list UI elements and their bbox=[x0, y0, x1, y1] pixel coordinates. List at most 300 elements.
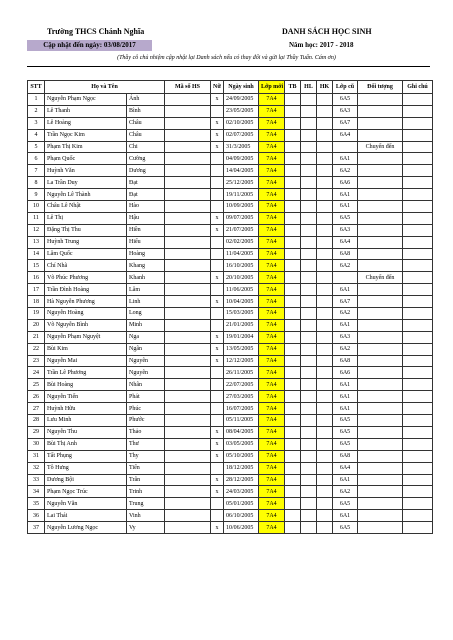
cell-hl bbox=[301, 296, 317, 308]
table-row bbox=[28, 415, 433, 427]
cell-tb bbox=[285, 105, 301, 117]
cell-student-id bbox=[165, 201, 211, 213]
cell-birth-date: 25/12/2005 bbox=[224, 177, 259, 189]
cell-stt: 27 bbox=[28, 403, 45, 415]
cell-female bbox=[211, 201, 224, 213]
cell-new-class: 7A4 bbox=[259, 462, 285, 474]
cell-student-id bbox=[165, 177, 211, 189]
cell-stt: 7 bbox=[28, 165, 45, 177]
cell-surname: Nguyễn Phạm Ngọc bbox=[45, 94, 127, 106]
cell-surname: Dương Bội bbox=[45, 474, 127, 486]
cell-female bbox=[211, 367, 224, 379]
cell-student-id bbox=[165, 510, 211, 522]
table-row bbox=[28, 260, 433, 272]
cell-student-id bbox=[165, 105, 211, 117]
cell-birth-date: 11/06/2005 bbox=[224, 284, 259, 296]
cell-surname: Chí Nhã bbox=[45, 260, 127, 272]
cell-hk bbox=[317, 129, 333, 141]
table-row bbox=[28, 522, 433, 534]
cell-birth-date: 13/05/2005 bbox=[224, 343, 259, 355]
cell-hl bbox=[301, 438, 317, 450]
cell-student-id bbox=[165, 343, 211, 355]
header-row bbox=[28, 81, 433, 94]
cell-new-class: 7A4 bbox=[259, 415, 285, 427]
cell-new-class: 7A4 bbox=[259, 355, 285, 367]
col-female: Nữ bbox=[211, 81, 224, 94]
cell-category bbox=[358, 212, 403, 224]
cell-notes bbox=[403, 343, 433, 355]
cell-given-name: Ánh bbox=[127, 94, 165, 106]
cell-new-class: 7A4 bbox=[259, 284, 285, 296]
cell-birth-date: 21/01/2005 bbox=[224, 319, 259, 331]
cell-new-class: 7A4 bbox=[259, 343, 285, 355]
cell-given-name: Đạt bbox=[127, 189, 165, 201]
cell-hk bbox=[317, 189, 333, 201]
cell-category bbox=[358, 236, 403, 248]
cell-birth-date: 02/02/2005 bbox=[224, 236, 259, 248]
cell-student-id bbox=[165, 272, 211, 284]
cell-hk bbox=[317, 272, 333, 284]
cell-old-class: 6A1 bbox=[333, 474, 358, 486]
cell-hl bbox=[301, 94, 317, 106]
cell-new-class: 7A4 bbox=[259, 486, 285, 498]
cell-old-class: 6A2 bbox=[333, 165, 358, 177]
cell-old-class: 6A3 bbox=[333, 224, 358, 236]
cell-stt: 8 bbox=[28, 177, 45, 189]
cell-stt: 10 bbox=[28, 201, 45, 213]
cell-old-class: 6A5 bbox=[333, 438, 358, 450]
cell-surname: Nguyễn Mai bbox=[45, 355, 127, 367]
cell-new-class: 7A4 bbox=[259, 248, 285, 260]
cell-hk bbox=[317, 212, 333, 224]
cell-female: x bbox=[211, 94, 224, 106]
cell-category bbox=[358, 379, 403, 391]
cell-female bbox=[211, 379, 224, 391]
cell-given-name: Cường bbox=[127, 153, 165, 165]
cell-notes bbox=[403, 355, 433, 367]
cell-birth-date: 15/03/2005 bbox=[224, 308, 259, 320]
cell-given-name: Hiếu bbox=[127, 236, 165, 248]
cell-tb bbox=[285, 236, 301, 248]
cell-old-class: 6A3 bbox=[333, 331, 358, 343]
table-row bbox=[28, 450, 433, 462]
cell-female: x bbox=[211, 426, 224, 438]
cell-student-id bbox=[165, 117, 211, 129]
cell-hl bbox=[301, 522, 317, 534]
cell-old-class: 6A6 bbox=[333, 367, 358, 379]
cell-hk bbox=[317, 236, 333, 248]
cell-given-name: Thy bbox=[127, 450, 165, 462]
cell-given-name: Hoàng bbox=[127, 248, 165, 260]
cell-given-name: Minh bbox=[127, 319, 165, 331]
cell-surname: Nguyễn Lương Ngọc bbox=[45, 522, 127, 534]
cell-given-name: Hào bbox=[127, 201, 165, 213]
cell-new-class: 7A4 bbox=[259, 165, 285, 177]
cell-given-name: Dương bbox=[127, 165, 165, 177]
cell-surname: Lâm Quốc bbox=[45, 248, 127, 260]
cell-category bbox=[358, 296, 403, 308]
cell-stt: 18 bbox=[28, 296, 45, 308]
cell-stt: 25 bbox=[28, 379, 45, 391]
cell-given-name: Trinh bbox=[127, 486, 165, 498]
table-row bbox=[28, 331, 433, 343]
cell-old-class: 6A5 bbox=[333, 426, 358, 438]
cell-female bbox=[211, 462, 224, 474]
cell-given-name: Nhân bbox=[127, 379, 165, 391]
cell-surname: Lê Thanh bbox=[45, 105, 127, 117]
cell-female: x bbox=[211, 212, 224, 224]
cell-new-class: 7A4 bbox=[259, 141, 285, 153]
cell-notes bbox=[403, 403, 433, 415]
cell-female: x bbox=[211, 522, 224, 534]
cell-given-name: Vinh bbox=[127, 510, 165, 522]
cell-category bbox=[358, 474, 403, 486]
cell-hl bbox=[301, 343, 317, 355]
cell-category bbox=[358, 165, 403, 177]
cell-category bbox=[358, 510, 403, 522]
cell-tb bbox=[285, 391, 301, 403]
cell-surname: Trần Lê Phương bbox=[45, 367, 127, 379]
cell-old-class: 6A4 bbox=[333, 236, 358, 248]
cell-tb bbox=[285, 308, 301, 320]
cell-surname: Bùi Hoàng bbox=[45, 379, 127, 391]
cell-surname: Phạm Quốc bbox=[45, 153, 127, 165]
cell-stt: 12 bbox=[28, 224, 45, 236]
cell-birth-date: 18/12/2005 bbox=[224, 462, 259, 474]
cell-new-class: 7A4 bbox=[259, 308, 285, 320]
cell-hk bbox=[317, 522, 333, 534]
cell-hk bbox=[317, 355, 333, 367]
cell-female bbox=[211, 308, 224, 320]
cell-female bbox=[211, 248, 224, 260]
table-row bbox=[28, 224, 433, 236]
cell-stt: 31 bbox=[28, 450, 45, 462]
header-divider bbox=[27, 66, 430, 67]
cell-hk bbox=[317, 510, 333, 522]
cell-surname: Đặng Thị Thu bbox=[45, 224, 127, 236]
cell-female: x bbox=[211, 474, 224, 486]
cell-given-name: Nga bbox=[127, 331, 165, 343]
cell-hl bbox=[301, 486, 317, 498]
cell-surname: Bùi Kim bbox=[45, 343, 127, 355]
cell-given-name: Nguyên bbox=[127, 367, 165, 379]
cell-hl bbox=[301, 391, 317, 403]
cell-surname: La Trần Duy bbox=[45, 177, 127, 189]
cell-birth-date: 10/04/2005 bbox=[224, 296, 259, 308]
cell-old-class: 6A1 bbox=[333, 153, 358, 165]
cell-given-name: Phúc bbox=[127, 403, 165, 415]
table-row bbox=[28, 212, 433, 224]
cell-birth-date: 21/07/2005 bbox=[224, 224, 259, 236]
cell-stt: 24 bbox=[28, 367, 45, 379]
cell-hl bbox=[301, 201, 317, 213]
table-row bbox=[28, 201, 433, 213]
cell-stt: 4 bbox=[28, 129, 45, 141]
cell-notes bbox=[403, 284, 433, 296]
cell-new-class: 7A4 bbox=[259, 319, 285, 331]
cell-hk bbox=[317, 486, 333, 498]
cell-category bbox=[358, 117, 403, 129]
cell-notes bbox=[403, 379, 433, 391]
cell-student-id bbox=[165, 438, 211, 450]
cell-category bbox=[358, 177, 403, 189]
school-name: Trường THCS Chánh Nghĩa bbox=[47, 27, 145, 36]
cell-student-id bbox=[165, 260, 211, 272]
cell-tb bbox=[285, 450, 301, 462]
cell-hl bbox=[301, 165, 317, 177]
cell-notes bbox=[403, 426, 433, 438]
col-notes: Ghi chú bbox=[403, 81, 433, 94]
cell-tb bbox=[285, 438, 301, 450]
cell-old-class: 6A4 bbox=[333, 462, 358, 474]
student-roster-table bbox=[27, 80, 433, 534]
table-row bbox=[28, 236, 433, 248]
cell-tb bbox=[285, 94, 301, 106]
cell-category bbox=[358, 189, 403, 201]
cell-surname: Phạm Ngọc Trúc bbox=[45, 486, 127, 498]
cell-hk bbox=[317, 308, 333, 320]
cell-student-id bbox=[165, 224, 211, 236]
cell-student-id bbox=[165, 498, 211, 510]
cell-birth-date: 19/11/2005 bbox=[224, 189, 259, 201]
cell-new-class: 7A4 bbox=[259, 438, 285, 450]
cell-given-name: Ngân bbox=[127, 343, 165, 355]
table-row bbox=[28, 343, 433, 355]
cell-tb bbox=[285, 141, 301, 153]
cell-birth-date: 08/04/2005 bbox=[224, 426, 259, 438]
cell-notes bbox=[403, 141, 433, 153]
cell-surname: Nguyễn Phạm Nguyệt bbox=[45, 331, 127, 343]
cell-tb bbox=[285, 343, 301, 355]
cell-hk bbox=[317, 498, 333, 510]
table-row bbox=[28, 486, 433, 498]
cell-birth-date: 16/10/2005 bbox=[224, 260, 259, 272]
cell-tb bbox=[285, 224, 301, 236]
cell-notes bbox=[403, 450, 433, 462]
cell-old-class: 6A1 bbox=[333, 284, 358, 296]
cell-female: x bbox=[211, 141, 224, 153]
cell-female: x bbox=[211, 343, 224, 355]
cell-notes bbox=[403, 129, 433, 141]
cell-stt: 19 bbox=[28, 308, 45, 320]
cell-surname: Nguyễn Tiến bbox=[45, 391, 127, 403]
cell-hk bbox=[317, 105, 333, 117]
cell-student-id bbox=[165, 367, 211, 379]
cell-hl bbox=[301, 189, 317, 201]
table-row bbox=[28, 319, 433, 331]
cell-student-id bbox=[165, 165, 211, 177]
cell-new-class: 7A4 bbox=[259, 189, 285, 201]
cell-hk bbox=[317, 141, 333, 153]
cell-notes bbox=[403, 486, 433, 498]
cell-new-class: 7A4 bbox=[259, 367, 285, 379]
col-tb: TB bbox=[285, 81, 301, 94]
cell-hl bbox=[301, 498, 317, 510]
cell-old-class: 6A5 bbox=[333, 522, 358, 534]
cell-stt: 30 bbox=[28, 438, 45, 450]
cell-category bbox=[358, 105, 403, 117]
cell-female bbox=[211, 105, 224, 117]
cell-female: x bbox=[211, 450, 224, 462]
cell-given-name: Trân bbox=[127, 474, 165, 486]
cell-stt: 35 bbox=[28, 498, 45, 510]
cell-tb bbox=[285, 296, 301, 308]
cell-student-id bbox=[165, 379, 211, 391]
table-row bbox=[28, 141, 433, 153]
cell-stt: 6 bbox=[28, 153, 45, 165]
cell-notes bbox=[403, 189, 433, 201]
cell-category bbox=[358, 308, 403, 320]
cell-birth-date: 03/05/2005 bbox=[224, 438, 259, 450]
cell-old-class: 6A8 bbox=[333, 355, 358, 367]
cell-category bbox=[358, 367, 403, 379]
cell-birth-date: 05/11/2005 bbox=[224, 415, 259, 427]
cell-old-class bbox=[333, 272, 358, 284]
table-row bbox=[28, 474, 433, 486]
table-row bbox=[28, 403, 433, 415]
cell-given-name: Phước bbox=[127, 415, 165, 427]
table-row bbox=[28, 296, 433, 308]
cell-surname: Hà Nguyễn Phương bbox=[45, 296, 127, 308]
cell-birth-date: 24/09/2005 bbox=[224, 94, 259, 106]
cell-stt: 2 bbox=[28, 105, 45, 117]
cell-new-class: 7A4 bbox=[259, 296, 285, 308]
cell-tb bbox=[285, 379, 301, 391]
cell-tb bbox=[285, 177, 301, 189]
cell-new-class: 7A4 bbox=[259, 201, 285, 213]
cell-birth-date: 19/01/2004 bbox=[224, 331, 259, 343]
cell-notes bbox=[403, 224, 433, 236]
cell-new-class: 7A4 bbox=[259, 510, 285, 522]
cell-hk bbox=[317, 379, 333, 391]
cell-stt: 34 bbox=[28, 486, 45, 498]
cell-hl bbox=[301, 153, 317, 165]
cell-notes bbox=[403, 117, 433, 129]
cell-hk bbox=[317, 177, 333, 189]
cell-new-class: 7A4 bbox=[259, 403, 285, 415]
cell-category bbox=[358, 94, 403, 106]
cell-female bbox=[211, 165, 224, 177]
cell-tb bbox=[285, 403, 301, 415]
cell-stt: 28 bbox=[28, 415, 45, 427]
table-row bbox=[28, 308, 433, 320]
cell-hk bbox=[317, 331, 333, 343]
cell-given-name: Đạt bbox=[127, 177, 165, 189]
cell-tb bbox=[285, 129, 301, 141]
cell-old-class: 6A1 bbox=[333, 189, 358, 201]
cell-notes bbox=[403, 498, 433, 510]
cell-birth-date: 27/03/2005 bbox=[224, 391, 259, 403]
cell-notes bbox=[403, 94, 433, 106]
cell-student-id bbox=[165, 403, 211, 415]
cell-hk bbox=[317, 391, 333, 403]
cell-notes bbox=[403, 272, 433, 284]
cell-new-class: 7A4 bbox=[259, 450, 285, 462]
cell-student-id bbox=[165, 153, 211, 165]
cell-notes bbox=[403, 236, 433, 248]
col-full-name: Họ và Tên bbox=[45, 81, 165, 94]
cell-given-name: Bình bbox=[127, 105, 165, 117]
cell-old-class: 6A6 bbox=[333, 177, 358, 189]
cell-old-class: 6A5 bbox=[333, 415, 358, 427]
cell-surname: Châu Lê Nhật bbox=[45, 201, 127, 213]
cell-female bbox=[211, 153, 224, 165]
cell-tb bbox=[285, 462, 301, 474]
cell-hl bbox=[301, 272, 317, 284]
update-date-banner: Cập nhật đến ngày: 03/08/2017 bbox=[27, 40, 152, 51]
cell-female bbox=[211, 236, 224, 248]
cell-notes bbox=[403, 367, 433, 379]
cell-student-id bbox=[165, 141, 211, 153]
table-row bbox=[28, 248, 433, 260]
cell-female bbox=[211, 189, 224, 201]
table-row bbox=[28, 189, 433, 201]
cell-tb bbox=[285, 165, 301, 177]
cell-hl bbox=[301, 129, 317, 141]
cell-surname: Huỳnh Văn bbox=[45, 165, 127, 177]
cell-category bbox=[358, 355, 403, 367]
cell-old-class: 6A5 bbox=[333, 212, 358, 224]
cell-new-class: 7A4 bbox=[259, 129, 285, 141]
cell-tb bbox=[285, 510, 301, 522]
cell-old-class: 6A8 bbox=[333, 450, 358, 462]
cell-category bbox=[358, 426, 403, 438]
cell-given-name: Linh bbox=[127, 296, 165, 308]
cell-surname: Phạm Thị Kim bbox=[45, 141, 127, 153]
cell-notes bbox=[403, 212, 433, 224]
cell-given-name: Khanh bbox=[127, 272, 165, 284]
cell-hl bbox=[301, 224, 317, 236]
cell-hl bbox=[301, 462, 317, 474]
cell-category bbox=[358, 343, 403, 355]
col-hk: HK bbox=[317, 81, 333, 94]
cell-old-class: 6A2 bbox=[333, 486, 358, 498]
cell-notes bbox=[403, 474, 433, 486]
cell-surname: Võ Nguyễn Bình bbox=[45, 319, 127, 331]
cell-new-class: 7A4 bbox=[259, 474, 285, 486]
cell-new-class: 7A4 bbox=[259, 224, 285, 236]
cell-female: x bbox=[211, 272, 224, 284]
cell-notes bbox=[403, 510, 433, 522]
cell-surname: Huỳnh Trung bbox=[45, 236, 127, 248]
cell-student-id bbox=[165, 391, 211, 403]
cell-stt: 20 bbox=[28, 319, 45, 331]
cell-notes bbox=[403, 438, 433, 450]
cell-birth-date: 05/01/2005 bbox=[224, 498, 259, 510]
cell-given-name: Khang bbox=[127, 260, 165, 272]
col-old-class: Lớp cũ bbox=[333, 81, 358, 94]
cell-stt: 16 bbox=[28, 272, 45, 284]
cell-given-name: Lâm bbox=[127, 284, 165, 296]
cell-student-id bbox=[165, 308, 211, 320]
cell-old-class: 6A2 bbox=[333, 308, 358, 320]
cell-notes bbox=[403, 462, 433, 474]
cell-hk bbox=[317, 343, 333, 355]
cell-surname: Lưu Minh bbox=[45, 415, 127, 427]
cell-female: x bbox=[211, 486, 224, 498]
cell-hk bbox=[317, 248, 333, 260]
cell-new-class: 7A4 bbox=[259, 522, 285, 534]
cell-student-id bbox=[165, 284, 211, 296]
cell-surname: Trần Đình Hoàng bbox=[45, 284, 127, 296]
cell-birth-date: 06/10/2005 bbox=[224, 510, 259, 522]
table-row bbox=[28, 165, 433, 177]
cell-hk bbox=[317, 474, 333, 486]
cell-female bbox=[211, 284, 224, 296]
cell-female: x bbox=[211, 117, 224, 129]
cell-category bbox=[358, 462, 403, 474]
cell-surname: Nguyễn Hoàng bbox=[45, 308, 127, 320]
